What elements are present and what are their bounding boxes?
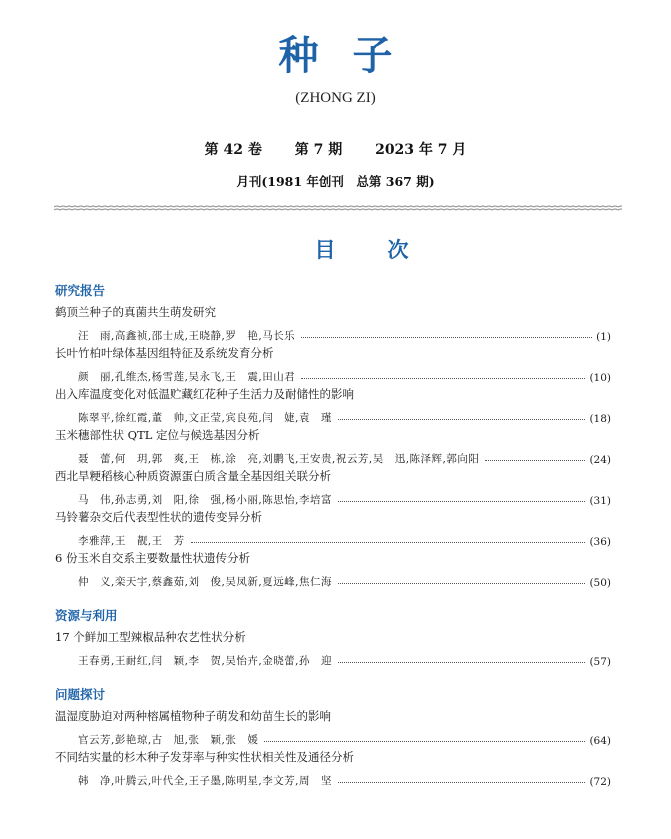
toc-entry[interactable] — [55, 706, 611, 747]
article-title[interactable]: 17 个鲜加工型辣椒品种农艺性状分析 — [55, 630, 246, 644]
frequency-info: 月刊(1981 年创刊 总第 367 期) — [236, 174, 435, 189]
article-page[interactable]: (10) — [589, 372, 611, 384]
toc-section — [55, 607, 611, 668]
article-title[interactable]: 西北旱粳稻核心种质资源蛋白质含量全基因组关联分析 — [55, 469, 331, 483]
article-page[interactable]: (57) — [589, 656, 611, 668]
dot-leader — [338, 583, 585, 584]
issue-number: 第 7 期 — [294, 142, 343, 158]
dot-leader — [301, 337, 592, 338]
article-authors: 马 伟,孙志勇,刘 阳,徐 强,杨小丽,陈思怡,李培富 — [78, 494, 333, 506]
journal-title: 种子 — [278, 33, 427, 79]
article-byline — [55, 322, 611, 343]
dot-leader — [301, 378, 585, 379]
article-page[interactable]: (1) — [596, 331, 611, 343]
toc-section — [55, 686, 611, 788]
article-page[interactable]: (31) — [589, 495, 611, 507]
journal-subtitle: (ZHONG ZI) — [295, 90, 376, 106]
article-page[interactable]: (24) — [589, 454, 611, 466]
dot-leader — [264, 741, 585, 742]
article-authors: 韩 净,叶腾云,叶代全,王子墨,陈明星,李文芳,周 坚 — [78, 775, 333, 787]
toc-section — [55, 282, 611, 589]
article-title[interactable]: 温湿度胁迫对两种榕属植物种子萌发和幼苗生长的影响 — [55, 709, 331, 723]
wave-line-top — [54, 206, 622, 207]
volume: 第 42 卷 — [204, 142, 262, 158]
article-title[interactable]: 6 份玉米自交系主要数量性状遗传分析 — [55, 551, 250, 565]
dot-leader — [191, 542, 586, 543]
article-page[interactable]: (64) — [589, 735, 611, 747]
toc-entry[interactable] — [55, 343, 611, 384]
article-authors: 仲 义,栾天宇,蔡鑫茹,刘 俊,吴凤新,夏远峰,焦仁海 — [78, 576, 333, 588]
article-page[interactable]: (36) — [589, 536, 611, 548]
toc-entry[interactable] — [55, 548, 611, 589]
article-authors: 王春勇,王耐红,闫 颖,李 贺,吴怡卉,金晓蕾,孙 迎 — [78, 655, 333, 667]
toc-entry[interactable] — [55, 466, 611, 507]
toc-entry[interactable] — [55, 507, 611, 548]
toc-entry[interactable] — [55, 302, 611, 343]
wave-line-bottom — [54, 209, 622, 210]
article-title[interactable]: 玉米穗部性状 QTL 定位与候选基因分析 — [55, 428, 260, 442]
article-authors: 李雅萍,王 靓,王 芳 — [78, 535, 185, 547]
dot-leader — [485, 460, 585, 461]
dot-leader — [338, 782, 585, 783]
article-byline — [55, 726, 611, 747]
issue-date: 2023 年 7 月 — [375, 142, 467, 158]
toc-entry[interactable] — [55, 384, 611, 425]
article-title[interactable]: 鹤顶兰种子的真菌共生萌发研究 — [55, 305, 216, 319]
article-page[interactable]: (50) — [589, 577, 611, 589]
article-authors: 颜 丽,孔维杰,杨雪莲,吴永飞,王 震,田山君 — [78, 371, 296, 383]
article-byline — [55, 404, 611, 425]
article-byline — [55, 527, 611, 548]
masthead — [0, 32, 671, 107]
toc-entry[interactable] — [55, 425, 611, 466]
article-page[interactable]: (72) — [589, 776, 611, 788]
toc-entry[interactable] — [55, 627, 611, 668]
article-authors: 官云芳,彭艳琼,古 旭,张 颖,张 媛 — [78, 734, 259, 746]
article-byline — [55, 486, 611, 507]
dot-leader — [338, 501, 585, 502]
toc-entry[interactable] — [55, 747, 611, 788]
article-authors: 聂 蕾,何 玥,郭 爽,王 栋,涂 亮,刘鹏飞,王安贵,祝云芳,吴 迅,陈泽辉,郭向阳 — [78, 453, 480, 465]
toc-heading: 目次 — [314, 238, 461, 262]
article-byline — [55, 647, 611, 668]
article-title[interactable]: 长叶竹柏叶绿体基因组特征及系统发育分析 — [55, 346, 274, 360]
article-title[interactable]: 出入库温度变化对低温贮藏红花种子生活力及耐储性的影响 — [55, 387, 354, 401]
article-byline — [55, 767, 611, 788]
issue-info — [0, 139, 671, 159]
dot-leader — [338, 419, 585, 420]
article-title[interactable]: 不同结实量的杉木种子发芽率与种实性状相关性及通径分析 — [55, 750, 354, 764]
article-byline — [55, 363, 611, 384]
dot-leader — [338, 662, 585, 663]
section-title: 资源与利用 — [55, 608, 118, 623]
section-title: 问题探讨 — [55, 687, 106, 702]
article-title[interactable]: 马铃薯杂交后代表型性状的遗传变异分析 — [55, 510, 262, 524]
section-title: 研究报告 — [55, 283, 106, 298]
wavy-divider — [54, 203, 622, 213]
article-authors: 陈翠平,徐红霞,董 帅,文正莹,宾良苑,闫 婕,袁 瑾 — [78, 412, 333, 424]
article-byline — [55, 445, 611, 466]
article-byline — [55, 568, 611, 589]
article-page[interactable]: (18) — [589, 413, 611, 425]
toc-sections — [55, 282, 611, 806]
article-authors: 汪 雨,高鑫祯,邵士成,王晓静,罗 艳,马长乐 — [78, 330, 296, 342]
